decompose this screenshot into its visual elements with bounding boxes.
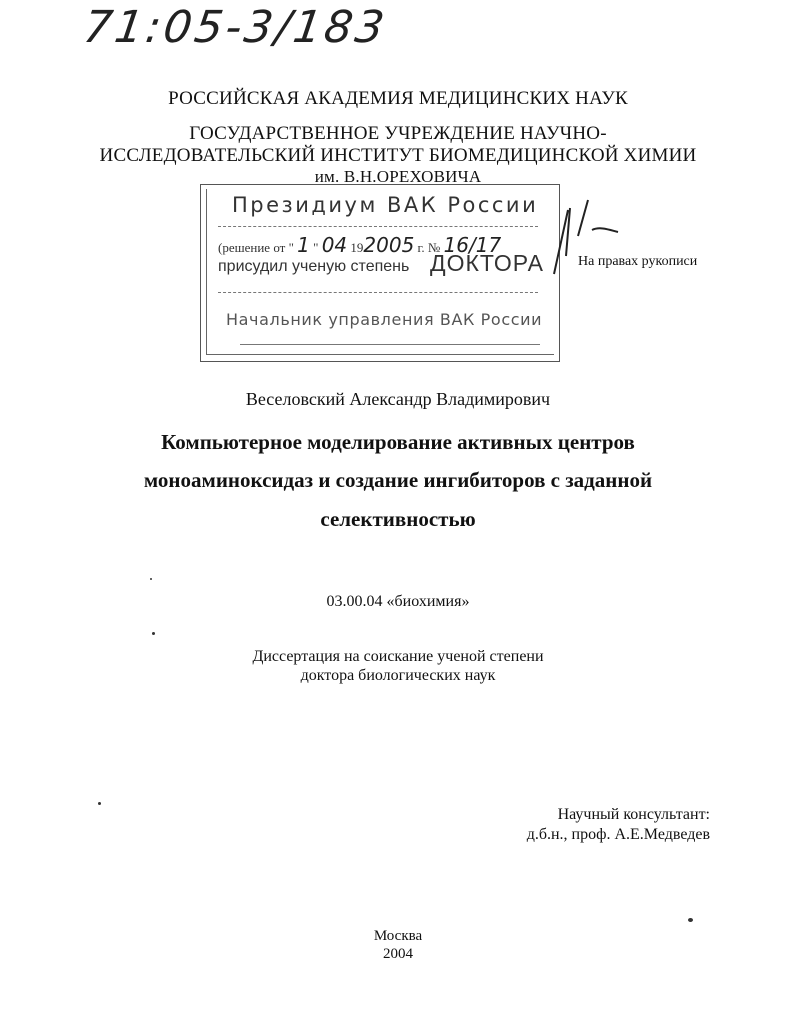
institution-heading-line-1: ГОСУДАРСТВЕННОЕ УЧРЕЖДЕНИЕ НАУЧНО- [189, 123, 607, 144]
scan-speck [152, 632, 155, 635]
decision-quote: " [313, 240, 319, 255]
year: 2004 [383, 946, 413, 962]
institution-heading-line-3: им. В.Н.ОРЕХОВИЧА [314, 167, 482, 186]
city: Москва [373, 928, 423, 944]
academy-heading: РОССИЙСКАЯ АКАДЕМИЯ МЕДИЦИНСКИХ НАУК [168, 88, 628, 109]
manuscript-rights-note: На правах рукописи [578, 254, 698, 269]
handwritten-catalog-number: 71:05-3/183 [80, 2, 391, 53]
dissertation-type-line-1: Диссертация на соискание ученой степени [252, 648, 544, 665]
thesis-title-line-2: моноаминоксидаз и создание ингибиторов с заданной [143, 468, 653, 492]
decision-month: 04 [321, 233, 348, 257]
decision-number-label: г. № [417, 240, 441, 255]
thesis-title-line-3: селективностью [320, 507, 476, 531]
decision-prefix: (решение от " [218, 240, 294, 255]
stamp-divider [218, 292, 538, 293]
stamp-head-of-department: Начальник управления ВАК России [226, 310, 543, 329]
specialty-code: 03.00.04 «биохимия» [326, 593, 470, 610]
stamp-divider [240, 344, 540, 345]
decision-day: 1 [297, 233, 310, 257]
stamp-degree: ДОКТОРА [430, 250, 544, 276]
decision-year: 2005 [363, 233, 415, 257]
scan-speck [688, 918, 693, 922]
dissertation-type-line-2: доктора биологических наук [300, 667, 496, 684]
institution-heading-line-2: ИССЛЕДОВАТЕЛЬСКИЙ ИНСТИТУТ БИОМЕДИЦИНСКОЙ ХИМИИ [99, 145, 697, 166]
scan-speck [150, 578, 152, 580]
scan-speck [98, 802, 101, 805]
decision-year-prefix: 19 [350, 240, 364, 255]
stamp-divider [218, 226, 538, 227]
consultant-name: д.б.н., проф. А.Е.Медведев [526, 826, 710, 843]
decision-number: 16/17 [443, 233, 502, 257]
author-name: Веселовский Александр Владимирович [245, 389, 551, 409]
stamp-awarded-text: присудил ученую степень [218, 258, 410, 275]
consultant-label: Научный консультант: [557, 806, 710, 823]
thesis-title-line-1: Компьютерное моделирование активных центров [161, 430, 635, 454]
stamp-title: Президиум ВАК России [232, 193, 539, 217]
